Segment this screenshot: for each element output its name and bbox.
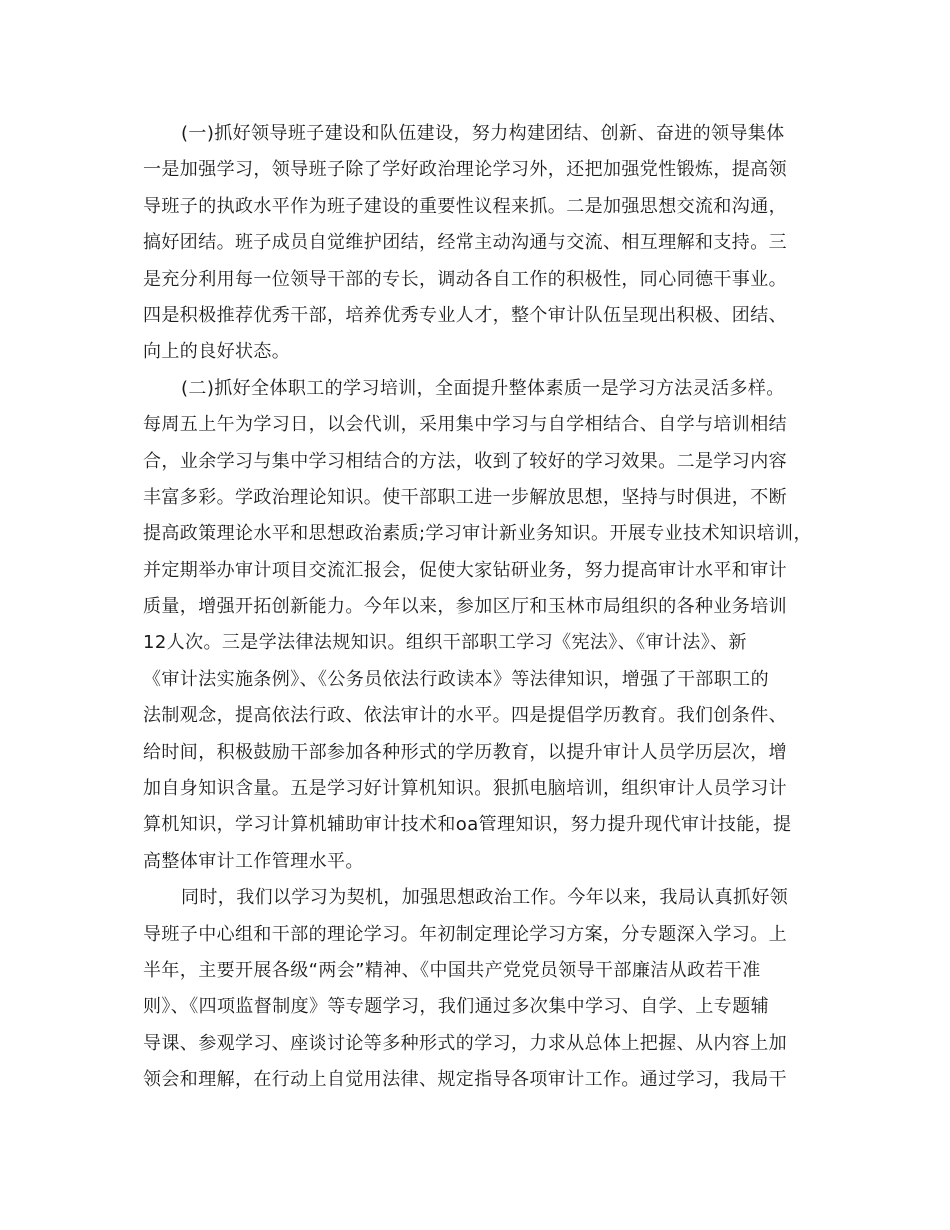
- text-line: 丰富多彩。学政治理论知识。使干部职工进一步解放思想，坚持与时俱进，不断: [143, 486, 787, 508]
- text-line: 给时间，积极鼓励干部参加各种形式的学历教育，以提升审计人员学历层次，增: [143, 741, 787, 763]
- text-line: 四是积极推荐优秀干部，培养优秀专业人才，整个审计队伍呈现出积极、团结、: [143, 304, 787, 326]
- text-line: 导班子的执政水平作为班子建设的重要性议程来抓。二是加强思想交流和沟通，: [143, 195, 787, 217]
- text-line: 则》、《四项监督制度》等专题学习，我们通过多次集中学习、自学、上专题辅: [143, 996, 769, 1018]
- text-line: 《审计法实施条例》、《公务员依法行政读本》等法律知识，增强了干部职工的: [143, 668, 769, 690]
- paragraph-first-line: (一)抓好领导班子建设和队伍建设，努力构建团结、创新、奋进的领导集体: [181, 123, 785, 144]
- paragraph-first-line: 同时，我们以学习为契机，加强思想政治工作。今年以来，我局认真抓好领: [181, 887, 789, 909]
- text-line: 高整体审计工作管理水平。: [143, 850, 364, 872]
- text-line: 并定期举办审计项目交流汇报会，促使大家钻研业务，努力提高审计水平和审计: [143, 559, 787, 581]
- text-line: 一是加强学习，领导班子除了学好政治理论学习外，还把加强党性锻炼，提高领: [143, 159, 787, 181]
- text-line: 领会和理解，在行动上自觉用法律、规定指导各项审计工作。通过学习，我局干: [143, 1069, 787, 1091]
- text-line: 导班子中心组和干部的理论学习。年初制定理论学习方案，分专题深入学习。上: [143, 923, 787, 945]
- paragraph-first-line: (二)抓好全体职工的学习培训，全面提升整体素质一是学习方法灵活多样。: [181, 377, 785, 399]
- text-line: 算机知识，学习计算机辅助审计技术和oa管理知识，努力提升现代审计技能，提: [143, 814, 792, 836]
- text-line: 提高政策理论水平和思想政治素质;学习审计新业务知识。开展专业技术知识培训，: [143, 523, 812, 545]
- text-line: 向上的良好状态。: [143, 341, 291, 363]
- text-line: 半年，主要开展各级“两会”精神、《中国共产党党员领导干部廉洁从政若干准: [143, 959, 761, 981]
- document-body: [143, 116, 823, 1099]
- text-line: 法制观念，提高依法行政、依法审计的水平。四是提倡学历教育。我们创条件、: [143, 705, 787, 727]
- text-line: 12人次。三是学法律法规知识。组织干部职工学习《宪法》、《审计法》、新: [143, 632, 747, 654]
- text-line: 加自身知识含量。五是学习好计算机知识。狠抓电脑培训，组织审计人员学习计: [143, 778, 787, 800]
- text-line: 是充分利用每一位领导干部的专长，调动各自工作的积极性，同心同德干事业。: [143, 268, 787, 290]
- text-line: 质量，增强开拓创新能力。今年以来，参加区厅和玉林市局组织的各种业务培训: [143, 596, 787, 618]
- text-line: 导课、参观学习、座谈讨论等多种形式的学习，力求从总体上把握、从内容上加: [143, 1032, 787, 1054]
- text-line: 每周五上午为学习日，以会代训，采用集中学习与自学相结合、自学与培训相结: [143, 414, 787, 436]
- text-line: 搞好团结。班子成员自觉维护团结，经常主动沟通与交流、相互理解和支持。三: [143, 232, 787, 254]
- text-line: 合，业余学习与集中学习相结合的方法，收到了较好的学习效果。二是学习内容: [143, 450, 787, 472]
